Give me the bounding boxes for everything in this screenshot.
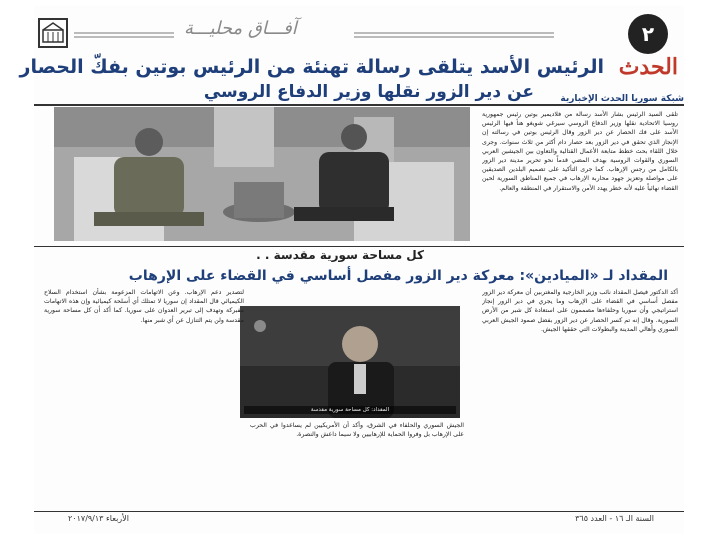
meeting-photo-illustration	[54, 107, 470, 241]
article2-body-left: لتصدير دعم الإرهاب. وعن الاتهامات المزعومة بشأن استخدام السلاح الكيميائي قال المقداد إن سوريا لا تمتلك أي أسلحة كيميائية وإن هذه الاتهامات مفبركة وتهدف إلى تبرير العدوان على سوريا. كما أكد أن كل مساحة سورية مقدسة ولن يتم التنازل عن أي شبر منها.	[44, 289, 244, 324]
divider	[34, 511, 684, 512]
article2-kicker: كل مساحة سورية مقدسة . .	[256, 248, 424, 262]
issue-date: الأربعاء ٢٠١٧/٩/١٣	[68, 514, 129, 523]
page-number-badge: ٢	[628, 14, 668, 54]
newspaper-logo-icon	[38, 18, 68, 48]
article1-body: تلقى السيد الرئيس بشار الأسد رسالة من فلاديمير بوتين رئيس جمهورية روسيا الاتحادية نقلها وزير الدفاع الروسي سيرغي شويغو هنأ فيها الرئيس الأسد على فك الحصار عن دير الزور وقال الرئيس بوتين في رسالته إن الإنجاز الذي تحقق في دير الزور بعد حصار دام أكثر من ثلاث سنوات. وجرى خلال اللقاء بحث خطط متابعة الأعمال القتالية والتعاون بين الجيشين العربي السوري والقوات الروسية بهدف المضي قدماً نحو تحرير مدينة دير الزور بالكامل من رجس الإرهاب. كما جرى التأكيد على تصميم البلدين الصديقين على مواصلة وتعزيز جهود محاربة الإرهاب في جميع المناطق السورية لحين القضاء نهائياً عليه لأنه خطر يهدد الأمن والاستقرار في المنطقة والعالم.	[482, 111, 678, 192]
interview-photo-illustration	[240, 306, 460, 418]
article2-photo	[240, 306, 460, 418]
header-ornament-right	[354, 32, 554, 38]
brand-word: الحدث	[618, 54, 678, 80]
article2-headline: المقداد لـ «الميادين»: معركة دير الزور مفصل أساسي في القضاء على الإرهاب	[128, 268, 668, 284]
brand-logo	[608, 54, 678, 94]
article1-headline-line1: الرئيس الأسد يتلقى رسالة تهنئة من الرئيس بوتين بفكّ الحصار	[19, 56, 604, 78]
network-name: شبكة سوريا الحدث الإخبارية	[560, 94, 684, 104]
article2-photo-caption: المقداد: كل مساحة سورية مقدسة	[244, 406, 456, 414]
article2-body-middle: الجيش السوري والحلفاء في الشرق، وأكد أن الأمريكيين لم يساعدوا في الحرب على الإرهاب بل وفروا الحماية للإرهابيين ولا سيما داعش والنصرة.	[250, 422, 464, 439]
divider	[34, 104, 684, 106]
article1-photo	[54, 107, 470, 241]
header-ornament-left	[74, 32, 174, 38]
article1-headline-line2: عن دير الزور نقلها وزير الدفاع الروسي	[203, 82, 534, 102]
newspaper-page	[19, 6, 684, 534]
section-title: آفـــاق محليـــة	[184, 18, 297, 39]
issue-number: السنة الـ ١٦ - العدد ٣٦٥	[575, 514, 654, 523]
page-footer	[34, 514, 684, 528]
page-header	[34, 10, 684, 56]
article2-body-right: أكد الدكتور فيصل المقداد نائب وزير الخارجية والمغتربين أن معركة دير الزور مفصل أساسي في القضاء على الإرهاب وما يجري في دير الزور إنجاز استراتيجي وأن سوريا وحلفاءها مصممون على استعادة كل شبر من الأرض السورية. وقال إنه تم كسر الحصار عن دير الزور بفضل صمود الجيش العربي السوري وأهالي المدينة والبطولات التي حققها الجيش.	[482, 289, 678, 333]
divider	[34, 246, 684, 247]
